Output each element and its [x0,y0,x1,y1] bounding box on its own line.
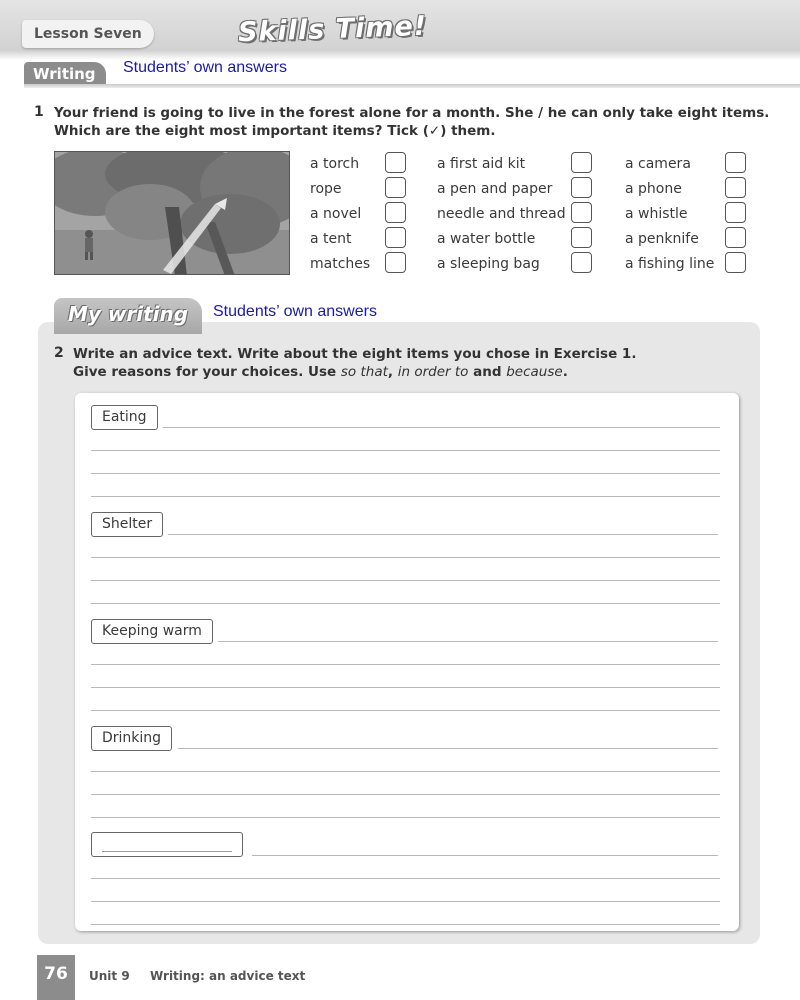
item-label: rope [310,181,342,197]
section-divider [24,84,800,88]
writing-line[interactable] [91,687,720,688]
writing-line[interactable] [91,771,720,772]
writing-line[interactable] [91,901,720,902]
exercise-2-instruction-line-1: Write an advice text. Write about the eight items you chose in Exercise 1. [73,346,637,362]
writing-line[interactable] [91,557,720,558]
item-label: a penknife [625,231,699,247]
instruction-text: . [562,364,568,380]
item-checkbox[interactable] [385,252,406,273]
instruction-text: Give reasons for your choices. Use [73,364,341,380]
instruction-text: , [387,364,398,380]
writing-line[interactable] [91,450,720,451]
item-checkbox[interactable] [385,152,406,173]
exercise-2-instruction-line-2 [73,363,568,381]
writing-line[interactable] [91,924,720,925]
lesson-label: Lesson Seven [22,20,154,48]
item-label: a torch [310,156,360,172]
page-number: 76 [37,955,75,1000]
section-label-blank[interactable] [91,832,243,857]
writing-line[interactable] [91,473,720,474]
my-writing-title: My writing [68,302,189,326]
forest-drawing [55,152,290,275]
item-checkbox[interactable] [725,152,746,173]
item-checkbox[interactable] [571,227,592,248]
item-label: a whistle [625,206,688,222]
forest-illustration [54,151,290,275]
item-checkbox[interactable] [385,227,406,248]
writing-line[interactable] [91,817,720,818]
item-label: a first aid kit [437,156,526,172]
page-title: Skills Time! [237,10,428,49]
writing-line[interactable] [91,496,720,497]
section-label-eating: Eating [91,405,158,430]
answer-note-1: Students’ own answers [123,59,287,76]
footer-topic: Writing: an advice text [150,969,306,983]
item-checkbox[interactable] [725,202,746,223]
item-label: a pen and paper [437,181,553,197]
exercise-1-instruction-line-2: Which are the eight most important items? Tick (✓) them. [54,123,496,139]
exercise-1-instruction-line-1: Your friend is going to live in the forest alone for a month. She / he can only take eight items. [54,105,770,121]
item-checkbox[interactable] [571,202,592,223]
writing-line[interactable] [91,580,720,581]
writing-line[interactable] [91,878,720,879]
item-label: a tent [310,231,352,247]
writing-line[interactable] [252,855,718,856]
label-write-line [102,851,232,852]
writing-line[interactable] [168,534,718,535]
exercise-1-number: 1 [34,104,44,120]
item-label: a sleeping bag [437,256,540,272]
answer-note-2: Students’ own answers [213,303,377,320]
item-label: a novel [310,206,362,222]
item-label: a camera [625,156,691,172]
item-checkbox[interactable] [571,177,592,198]
item-label: a water bottle [437,231,536,247]
exercise-2-number: 2 [54,345,64,361]
item-label: a phone [625,181,682,197]
writing-line[interactable] [91,710,720,711]
writing-line[interactable] [163,427,720,428]
instruction-text: and [468,364,507,380]
writing-line[interactable] [91,603,720,604]
writing-line[interactable] [218,641,718,642]
footer-unit: Unit 9 [89,969,130,983]
header-fade [0,50,800,60]
item-checkbox[interactable] [725,227,746,248]
writing-line[interactable] [91,794,720,795]
item-checkbox[interactable] [385,177,406,198]
item-label: needle and thread [437,206,566,222]
section-tab-writing: Writing [24,62,106,86]
section-label-shelter: Shelter [91,512,163,537]
keyword-in-order-to: in order to [397,364,469,380]
section-label-keeping-warm: Keeping warm [91,619,213,644]
keyword-because: because [506,364,563,380]
item-checkbox[interactable] [571,252,592,273]
item-checkbox[interactable] [725,252,746,273]
item-label: a fishing line [625,256,715,272]
writing-line[interactable] [178,748,718,749]
keyword-so-that: so that [340,364,388,380]
writing-line[interactable] [91,664,720,665]
item-checkbox[interactable] [385,202,406,223]
section-label-drinking: Drinking [91,726,172,751]
item-label: matches [310,256,371,272]
item-checkbox[interactable] [571,152,592,173]
item-checkbox[interactable] [725,177,746,198]
